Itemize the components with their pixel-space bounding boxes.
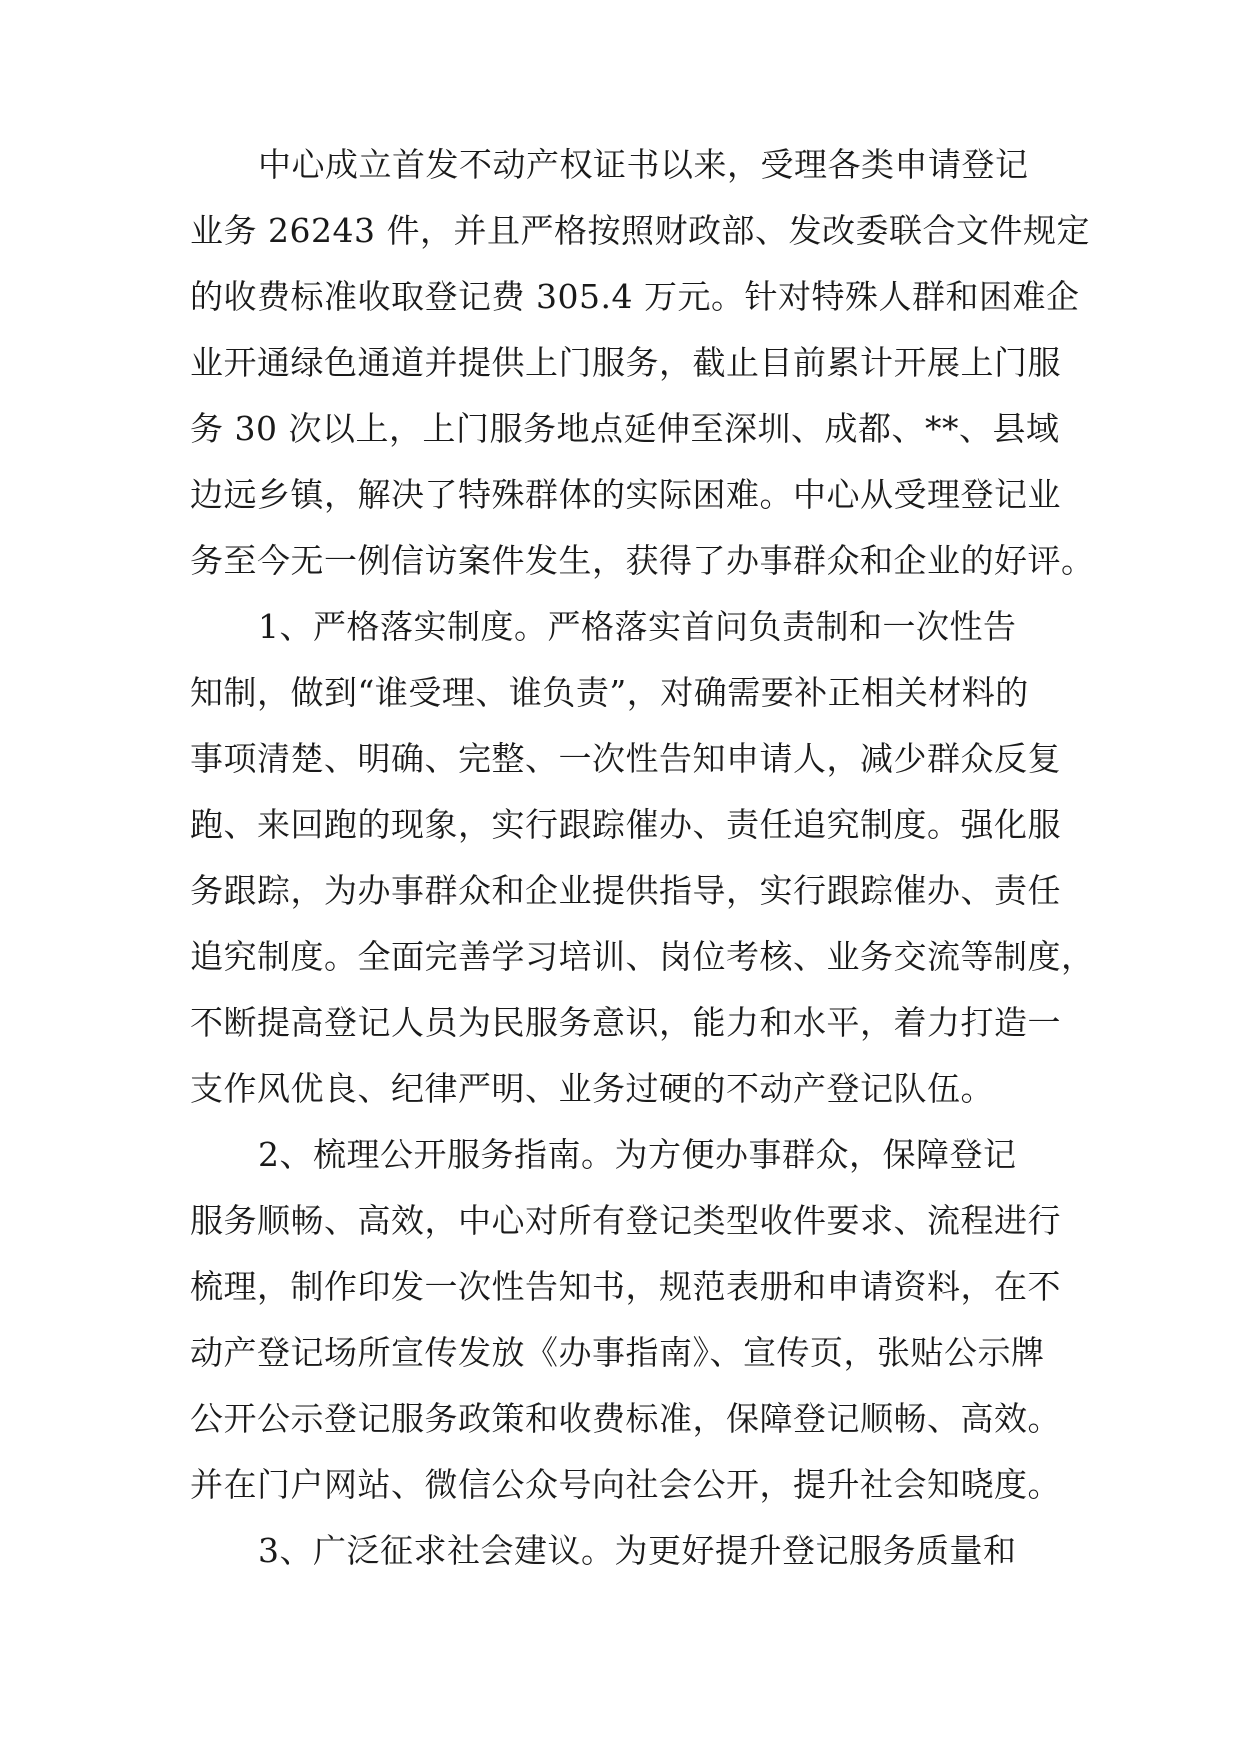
paragraph-2-line-5: 务跟踪，为办事群众和企业提供指导，实行跟踪催办、责任 bbox=[190, 871, 1061, 910]
paragraph-1-line-1: 中心成立首发不动产权证书以来，受理各类申请登记 bbox=[258, 145, 1029, 184]
paragraph-3-line-2: 服务顺畅、高效，中心对所有登记类型收件要求、流程进行 bbox=[190, 1201, 1061, 1240]
paragraph-2-line-7: 不断提高登记人员为民服务意识，能力和水平，着力打造一 bbox=[190, 1003, 1061, 1042]
paragraph-2-line-6: 追究制度。全面完善学习培训、岗位考核、业务交流等制度， bbox=[190, 937, 1095, 976]
paragraph-3-line-5: 公开公示登记服务政策和收费标准，保障登记顺畅、高效。 bbox=[190, 1399, 1061, 1438]
paragraph-2-line-1: 1、严格落实制度。严格落实首问负责制和一次性告 bbox=[258, 607, 1017, 646]
paragraph-2-line-4: 跑、来回跑的现象，实行跟踪催办、责任追究制度。强化服 bbox=[190, 805, 1061, 844]
paragraph-3-line-1: 2、梳理公开服务指南。为方便办事群众，保障登记 bbox=[258, 1135, 1017, 1174]
paragraph-1-line-7: 务至今无一例信访案件发生，获得了办事群众和企业的好评。 bbox=[190, 541, 1095, 580]
paragraph-1-line-2: 业务 26243 件，并且严格按照财政部、发改委联合文件规定 bbox=[190, 211, 1090, 250]
paragraph-3-line-4: 动产登记场所宣传发放《办事指南》、宣传页，张贴公示牌 bbox=[190, 1333, 1045, 1372]
paragraph-3-line-6: 并在门户网站、微信公众号向社会公开，提升社会知晓度。 bbox=[190, 1465, 1061, 1504]
paragraph-2-line-2: 知制，做到“谁受理、谁负责”，对确需要补正相关材料的 bbox=[190, 673, 1029, 712]
paragraph-2-line-3: 事项清楚、明确、完整、一次性告知申请人，减少群众反复 bbox=[190, 739, 1061, 778]
paragraph-2-line-8: 支作风优良、纪律严明、业务过硬的不动产登记队伍。 bbox=[190, 1069, 994, 1108]
paragraph-4-line-1: 3、广泛征求社会建议。为更好提升登记服务质量和 bbox=[258, 1531, 1017, 1570]
paragraph-1-line-3: 的收费标准收取登记费 305.4 万元。针对特殊人群和困难企 bbox=[190, 277, 1080, 316]
paragraph-1-line-4: 业开通绿色通道并提供上门服务，截止目前累计开展上门服 bbox=[190, 343, 1061, 382]
paragraph-1-line-6: 边远乡镇，解决了特殊群体的实际困难。中心从受理登记业 bbox=[190, 475, 1061, 514]
paragraph-3-line-3: 梳理，制作印发一次性告知书，规范表册和申请资料，在不 bbox=[190, 1267, 1061, 1306]
paragraph-1-line-5: 务 30 次以上，上门服务地点延伸至深圳、成都、**、县域 bbox=[190, 409, 1060, 448]
